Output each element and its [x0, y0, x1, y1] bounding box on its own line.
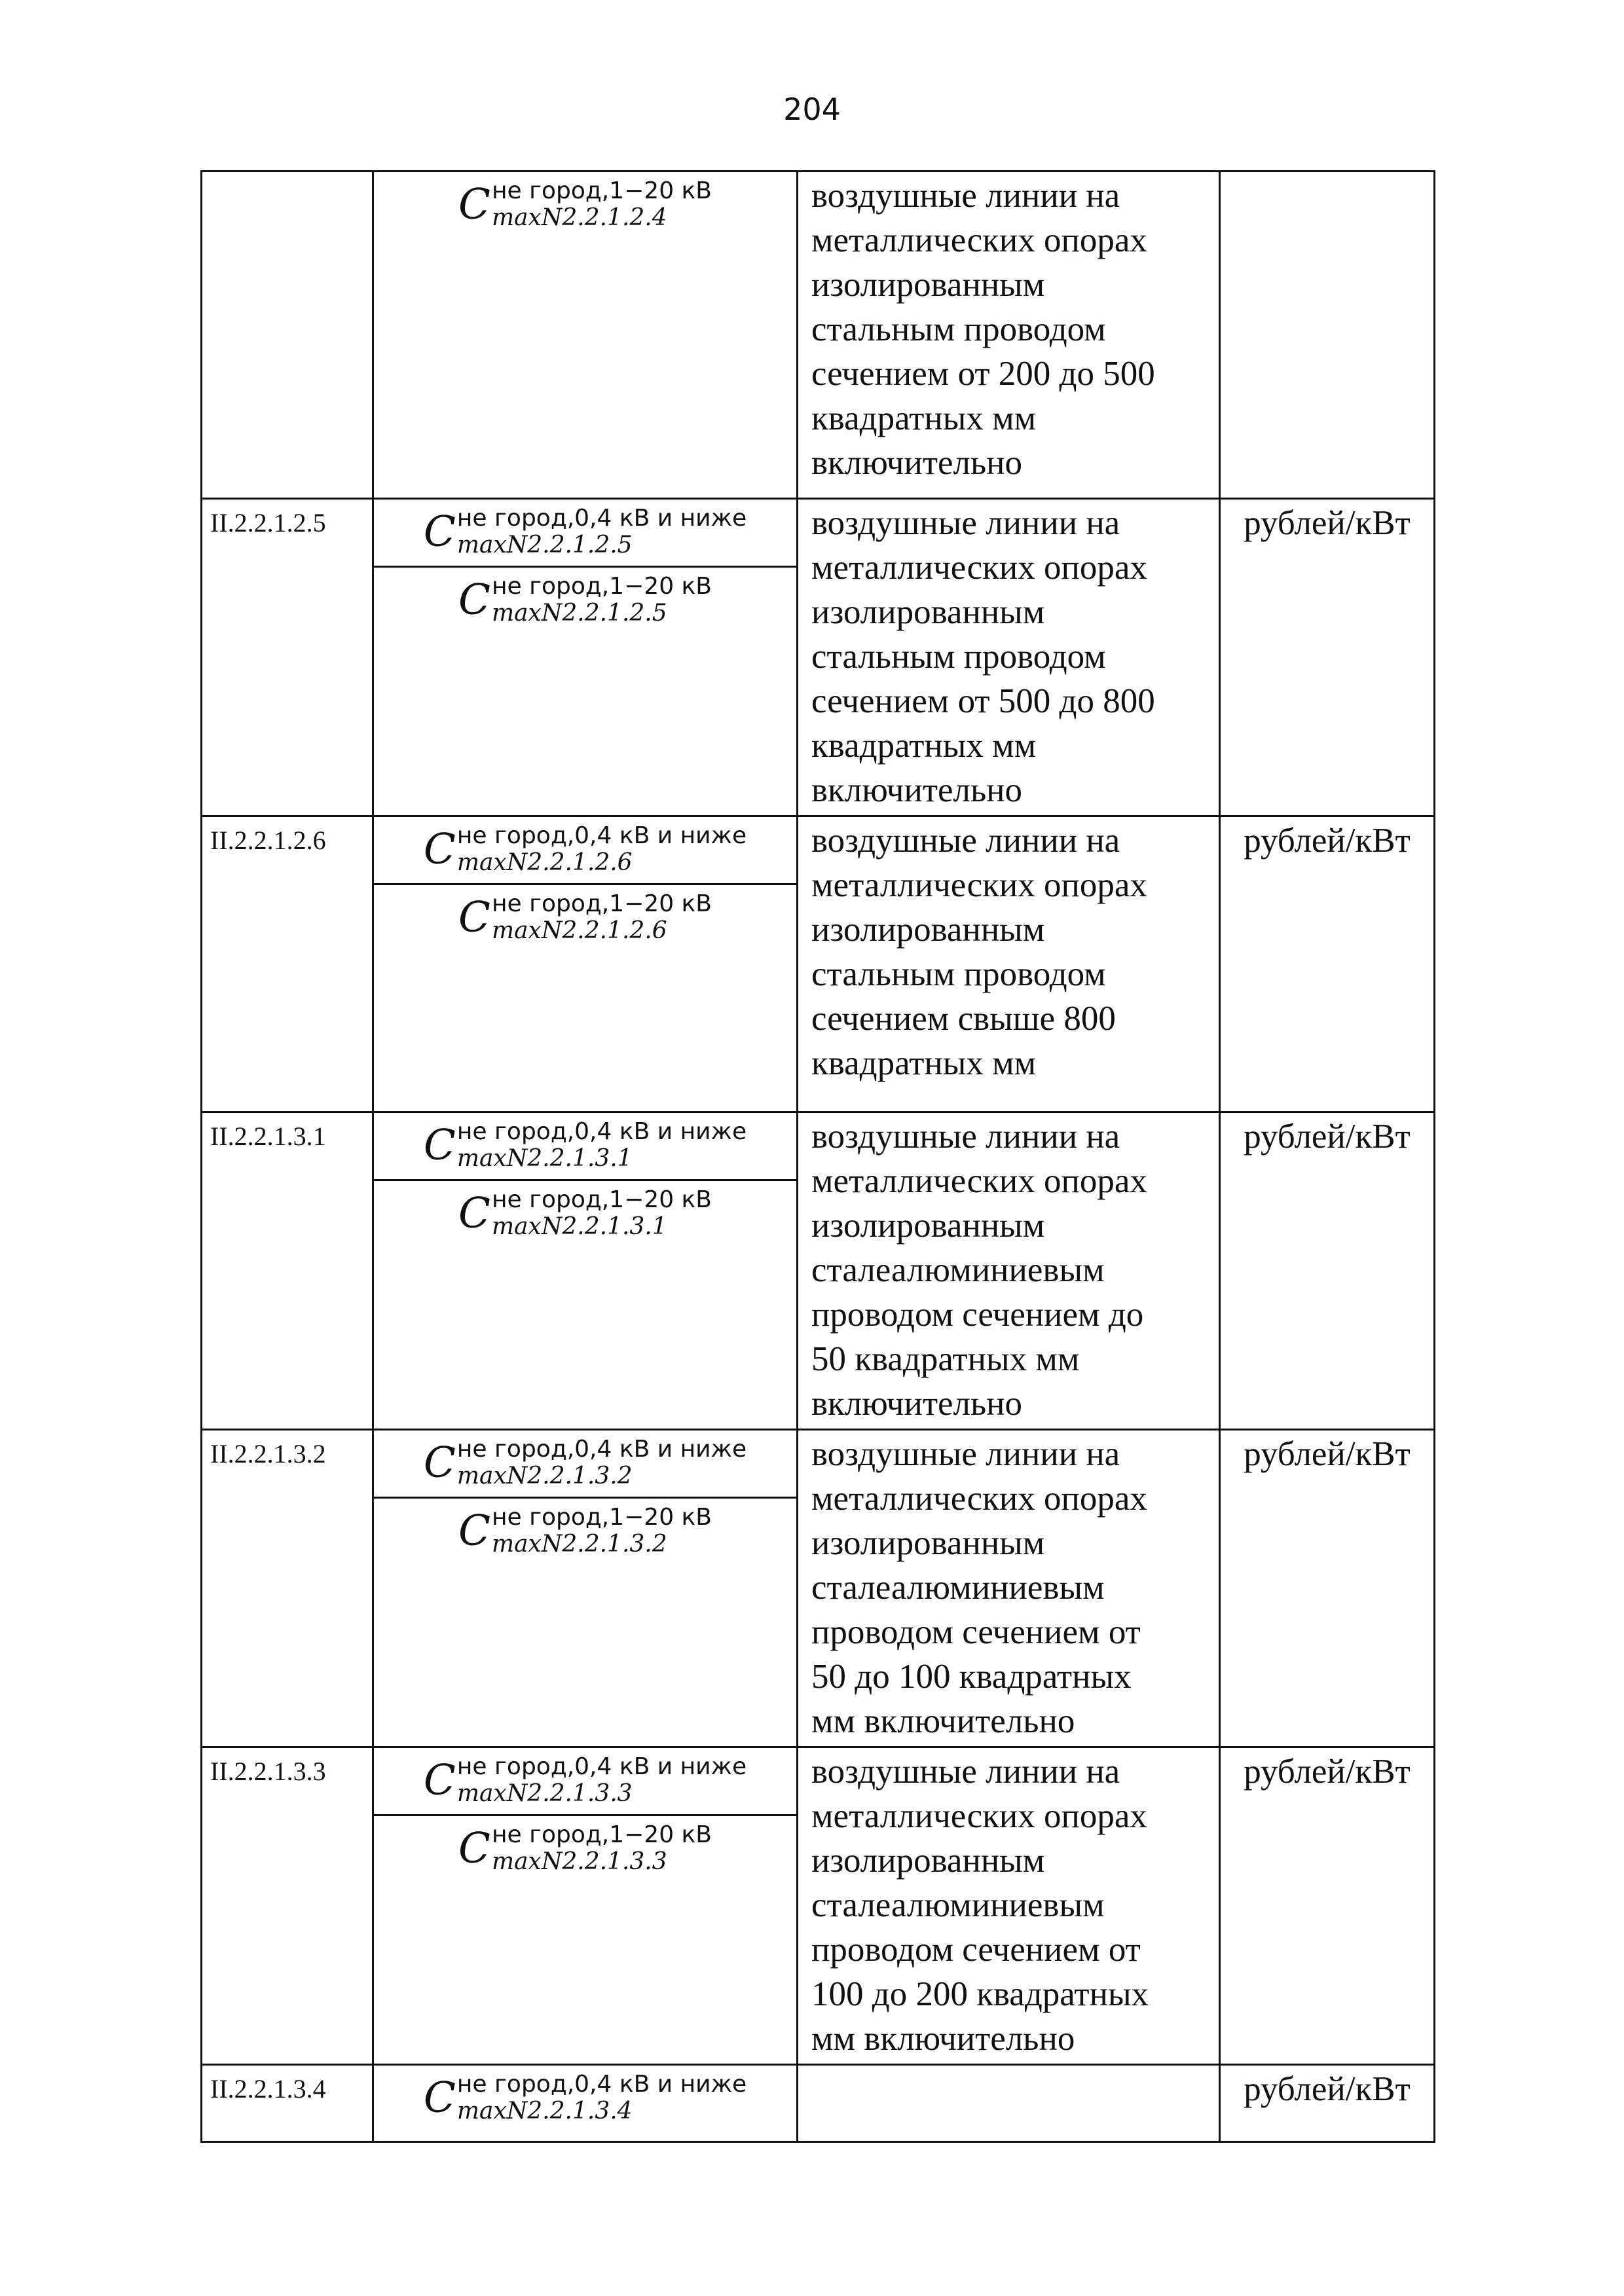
formula-superscript: не город,1−20 кВ [491, 1186, 712, 1213]
description-line: 50 квадратных мм [811, 1340, 1080, 1378]
formula-subscript-max: max [491, 1531, 542, 1558]
unit-cell [1220, 499, 1435, 816]
formula-symbol-c: C [423, 2073, 456, 2123]
row-code [202, 172, 372, 180]
formula-subscript-max: max [491, 917, 542, 945]
code-cell [202, 172, 373, 499]
code-cell [202, 1747, 373, 2065]
row-code: II.2.2.1.3.3 [210, 1757, 326, 1786]
unit-label [1221, 172, 1433, 173]
rate-formula [374, 883, 796, 951]
formula-superscript: не город,1−20 кВ [491, 572, 712, 600]
table-row [202, 1430, 1435, 1747]
symbol-cell [373, 816, 798, 1112]
row-code: II.2.2.1.2.5 [210, 508, 326, 538]
description-line: мм включительно [811, 1702, 1075, 1740]
description-line: изолированным [811, 1207, 1045, 1245]
rate-formula [374, 1179, 796, 1247]
unit-cell [1220, 1747, 1435, 2065]
formula-superscript: не город,0,4 кВ и ниже [456, 505, 747, 532]
description-line: проводом сечением до [811, 1296, 1144, 1334]
description-cell [798, 499, 1220, 816]
table-row [202, 1747, 1435, 2065]
rates-table-body [202, 172, 1435, 2142]
description-line: изолированным [811, 266, 1045, 304]
formula-superscript: не город,0,4 кВ и ниже [456, 1436, 747, 1463]
symbol-cell [373, 2065, 798, 2142]
description-line: воздушные линии на [811, 1753, 1120, 1791]
row-code: II.2.2.1.3.4 [210, 2074, 326, 2104]
formula-symbol-c: C [423, 1756, 456, 1805]
description-line: изолированным [811, 593, 1045, 631]
table-row [202, 816, 1435, 1112]
formula-superscript: не город,0,4 кВ и ниже [456, 1753, 747, 1780]
formula-superscript: не город,0,4 кВ и ниже [456, 2071, 747, 2098]
description-line: квадратных мм [811, 399, 1037, 437]
description-line: стальным проводом [811, 638, 1106, 676]
description-line: включительно [811, 444, 1022, 482]
symbol-cell [373, 1747, 798, 2065]
formula-superscript: не город,0,4 кВ и ниже [456, 1118, 747, 1145]
rate-formula [374, 1430, 796, 1497]
description-cell [798, 1747, 1220, 2065]
description-line: воздушные линии на [811, 1118, 1120, 1156]
formula-subscript-max: max [491, 204, 542, 232]
description-line: 100 до 200 квадратных [811, 1975, 1149, 2013]
code-cell [202, 816, 373, 1112]
rates-table [200, 170, 1435, 2143]
description-line: мм включительно [811, 2020, 1075, 2058]
description-cell [798, 2065, 1220, 2142]
formula-subscript-index: N2.2.1.3.1 [541, 1213, 667, 1241]
table-row [202, 499, 1435, 816]
rate-formula [374, 566, 796, 634]
description-line: сталеалюминиевым [811, 1251, 1105, 1289]
formula-symbol-c: C [423, 825, 456, 874]
rate-formula [374, 1748, 796, 1814]
unit-cell [1220, 172, 1435, 499]
code-cell [202, 2065, 373, 2142]
description-line: включительно [811, 771, 1022, 809]
formula-superscript: не город,1−20 кВ [491, 177, 712, 204]
formula-symbol-c: C [458, 1824, 490, 1873]
rate-formula [374, 1113, 796, 1179]
rate-formula [374, 2066, 796, 2132]
description-line: металлических опорах [811, 221, 1147, 259]
unit-label: рублей/кВт [1244, 1435, 1411, 1473]
rate-formula [374, 817, 796, 883]
formula-symbol-c: C [458, 1189, 490, 1238]
description-line: сечением от 500 до 800 [811, 682, 1155, 720]
description-cell [798, 816, 1220, 1112]
formula-subscript-index: N2.2.1.3.4 [506, 2098, 633, 2125]
description-line: воздушные линии на [811, 1435, 1120, 1473]
formula-subscript-max: max [456, 1780, 507, 1808]
description-line: включительно [811, 1385, 1022, 1423]
code-cell [202, 499, 373, 816]
formula-subscript-max: max [456, 1145, 507, 1173]
description-line: изолированным [811, 1842, 1045, 1880]
formula-subscript-index: N2.2.1.2.5 [541, 600, 667, 627]
description-line: квадратных мм [811, 727, 1037, 765]
page-number: 204 [783, 92, 841, 127]
symbol-cell [373, 1112, 798, 1430]
formula-symbol-c: C [423, 1121, 456, 1170]
unit-cell [1220, 1112, 1435, 1430]
formula-subscript-max: max [456, 532, 507, 559]
rate-formula [374, 1497, 796, 1565]
unit-label: рублей/кВт [1244, 1118, 1411, 1156]
unit-label: рублей/кВт [1244, 2070, 1411, 2108]
formula-subscript-max: max [491, 600, 542, 627]
unit-label: рублей/кВт [1244, 504, 1411, 542]
description-cell [798, 1430, 1220, 1747]
unit-cell [1220, 2065, 1435, 2142]
formula-superscript: не город,1−20 кВ [491, 1821, 712, 1848]
description-line: металлических опорах [811, 866, 1147, 904]
symbol-cell [373, 1430, 798, 1747]
formula-symbol-c: C [458, 575, 490, 625]
formula-subscript-index: N2.2.1.2.6 [541, 917, 667, 945]
formula-superscript: не город,1−20 кВ [491, 1503, 712, 1531]
symbol-cell [373, 499, 798, 816]
description-line: сталеалюминиевым [811, 1569, 1105, 1607]
formula-symbol-c: C [423, 1438, 456, 1487]
formula-subscript-max: max [456, 1463, 507, 1490]
row-code: II.2.2.1.3.2 [210, 1439, 326, 1468]
formula-subscript-index: N2.2.1.3.2 [541, 1531, 667, 1558]
description-line: металлических опорах [811, 1162, 1147, 1200]
rate-formula [374, 172, 796, 238]
description-line: воздушные линии на [811, 177, 1120, 215]
code-cell [202, 1430, 373, 1747]
formula-superscript: не город,0,4 кВ и ниже [456, 822, 747, 849]
description-cell [798, 172, 1220, 499]
description-line: 50 до 100 квадратных [811, 1658, 1132, 1696]
formula-subscript-index: N2.2.1.2.5 [506, 532, 633, 559]
row-code: II.2.2.1.2.6 [210, 826, 326, 855]
formula-symbol-c: C [423, 507, 456, 556]
formula-subscript-index: N2.2.1.2.6 [506, 849, 633, 877]
formula-subscript-max: max [491, 1848, 542, 1876]
description-line: сечением свыше 800 [811, 1000, 1116, 1038]
code-cell [202, 1112, 373, 1430]
description-line: сечением от 200 до 500 [811, 355, 1155, 393]
formula-superscript: не город,1−20 кВ [491, 890, 712, 917]
description-line: металлических опорах [811, 549, 1147, 587]
table-row [202, 2065, 1435, 2142]
description-line: изолированным [811, 911, 1045, 949]
symbol-cell [373, 172, 798, 499]
rate-formula [374, 1814, 796, 1882]
description-line: металлических опорах [811, 1797, 1147, 1835]
formula-symbol-c: C [458, 180, 490, 229]
table-row [202, 1112, 1435, 1430]
formula-subscript-index: N2.2.1.3.3 [506, 1780, 633, 1808]
formula-subscript-max: max [456, 2098, 507, 2125]
description-line: проводом сечением от [811, 1613, 1141, 1651]
formula-subscript-max: max [456, 849, 507, 877]
rate-formula [374, 500, 796, 566]
description-line: квадратных мм [811, 1044, 1037, 1082]
formula-subscript-index: N2.2.1.3.3 [541, 1848, 667, 1876]
unit-label: рублей/кВт [1244, 1753, 1411, 1791]
unit-cell [1220, 816, 1435, 1112]
description-line: металлических опорах [811, 1480, 1147, 1518]
description-line: проводом сечением от [811, 1931, 1141, 1969]
row-code: II.2.2.1.3.1 [210, 1121, 326, 1151]
formula-subscript-index: N2.2.1.3.1 [506, 1145, 633, 1173]
description-cell [798, 1112, 1220, 1430]
formula-subscript-index: N2.2.1.3.2 [506, 1463, 633, 1490]
formula-symbol-c: C [458, 893, 490, 942]
table-row [202, 172, 1435, 499]
description-line: стальным проводом [811, 955, 1106, 993]
formula-subscript-max: max [491, 1213, 542, 1241]
description-line: воздушные линии на [811, 822, 1120, 860]
unit-cell [1220, 1430, 1435, 1747]
formula-subscript-index: N2.2.1.2.4 [541, 204, 667, 232]
description-line: изолированным [811, 1524, 1045, 1562]
description-line: воздушные линии на [811, 504, 1120, 542]
unit-label: рублей/кВт [1244, 822, 1411, 860]
description-line: стальным проводом [811, 310, 1106, 348]
description-line: сталеалюминиевым [811, 1886, 1105, 1924]
formula-symbol-c: C [458, 1506, 490, 1556]
